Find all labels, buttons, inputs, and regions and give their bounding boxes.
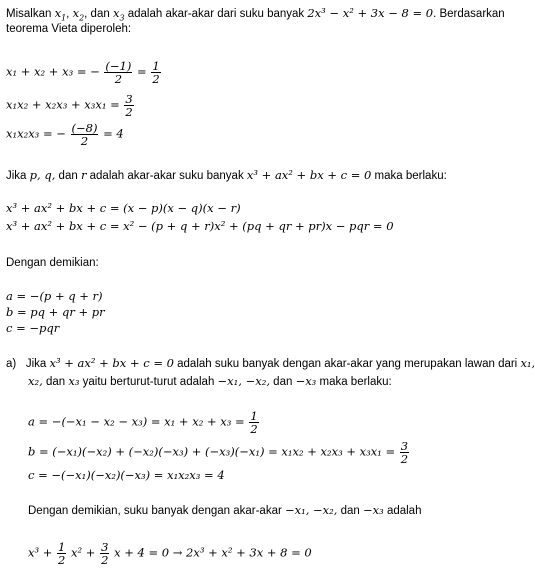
var-x3: $x_3$ bbox=[112, 6, 125, 23]
intro-text: , dan bbox=[84, 8, 113, 20]
part-a-line-1: a) Jika x³ + ax² + bx + c = 0 adalah suku banyak dengan akar-akar yang merupakan lawan dari x₁, bbox=[6, 356, 535, 370]
part-a-line-2: x₂, dan x₃ yaitu berturut-turut adalah −x₁, −x₂, dan −x₃ maka berlaku: bbox=[28, 374, 392, 388]
part-a-eq-c: c = −(−x₁)(−x₂)(−x₃) = x₁x₂x₃ = 4 bbox=[28, 468, 225, 482]
expand-line-1: x³ + ax² + bx + c = (x − p)(x − q)(x − r) bbox=[6, 201, 241, 215]
dengan-demikian: Dengan demikian: bbox=[6, 257, 99, 269]
fraction: $\frac{1}{2}$ bbox=[250, 409, 258, 436]
intro-text: . Berdasarkan bbox=[433, 8, 505, 20]
part-a-final-equation: x³ + $\frac{1}{2}$ x² + $\frac{3}{2}$ x + 4 = 0 → 2x³ + x² + 3x + 8 = 0 bbox=[28, 540, 312, 567]
vieta-lhs: x₁ + x₂ + x₃ = − bbox=[6, 64, 100, 79]
var-x1: $x_1$ bbox=[54, 6, 67, 23]
fraction: $\frac{3}{2}$ bbox=[400, 439, 409, 466]
part-a-conclusion: Dengan demikian, suku banyak dengan akar-akar −x₁, −x₂, dan −x₃ adalah bbox=[28, 503, 422, 517]
fraction: $\frac{3}{2}$ bbox=[125, 92, 133, 119]
fraction: $\frac{1}{2}$ bbox=[152, 59, 160, 86]
intro-text: adalah akar-akar dari suku banyak bbox=[124, 8, 308, 20]
vieta-sum: x₁ + x₂ + x₃ = − $\frac{(-1)}{2}$ = $\frac{1}{2}$ bbox=[6, 59, 160, 86]
expand-line-2: x³ + ax² + bx + c = x² − (p + q + r)x² + (pq + qr + pr)x − pqr = 0 bbox=[6, 219, 394, 233]
coeff-b: b = pq + qr + pr bbox=[6, 305, 105, 319]
coeff-c: c = −pqr bbox=[6, 321, 60, 335]
fraction: $\frac{1}{2}$ bbox=[58, 540, 66, 567]
intro-text: Misalkan bbox=[6, 8, 55, 20]
fraction: $\frac{(-1)}{2}$ bbox=[105, 59, 132, 86]
vieta-pair-sum bbox=[6, 93, 135, 118]
general-statement: Jika p, q, dan r adalah akar-akar suku banyak x³ + ax² + bx + c = 0 maka berlaku: bbox=[6, 168, 447, 182]
fraction: $\frac{3}{2}$ bbox=[101, 540, 109, 567]
part-a-label: a) bbox=[6, 358, 17, 370]
fraction: $\frac{(-8)}{2}$ bbox=[71, 121, 98, 148]
polynomial: 2x³ − x² + 3x − 8 = 0 bbox=[307, 6, 434, 20]
coeff-a: a = −(p + q + r) bbox=[6, 289, 103, 303]
intro-line-2: teorema Vieta diperoleh: bbox=[6, 23, 132, 35]
vieta-lhs: x₁x₂ + x₂x₃ + x₃x₁ = bbox=[6, 97, 120, 112]
intro-line-1: Misalkan $x_1$, $x_2$, dan $x_3$ adalah akar-akar dari suku banyak 2x³ − x² + 3x − 8 = 0. Berdasarkan bbox=[6, 6, 505, 23]
var-x2: $x_2$ bbox=[72, 6, 85, 23]
vieta-lhs: x₁x₂x₃ = − bbox=[6, 126, 66, 141]
vieta-product: x₁x₂x₃ = − $\frac{(-8)}{2}$ = 4 bbox=[6, 121, 124, 148]
part-a-eq-a: a = −(−x₁ − x₂ − x₃) = x₁ + x₂ + x₃ = $\frac{1}{2}$ bbox=[28, 409, 258, 436]
part-a-eq-b: b = (−x₁)(−x₂) + (−x₂)(−x₃) + (−x₃)(−x₁) = x₁x₂ + x₂x₃ + x₃x₁ = $\frac{3}{2}$ bbox=[28, 439, 409, 466]
